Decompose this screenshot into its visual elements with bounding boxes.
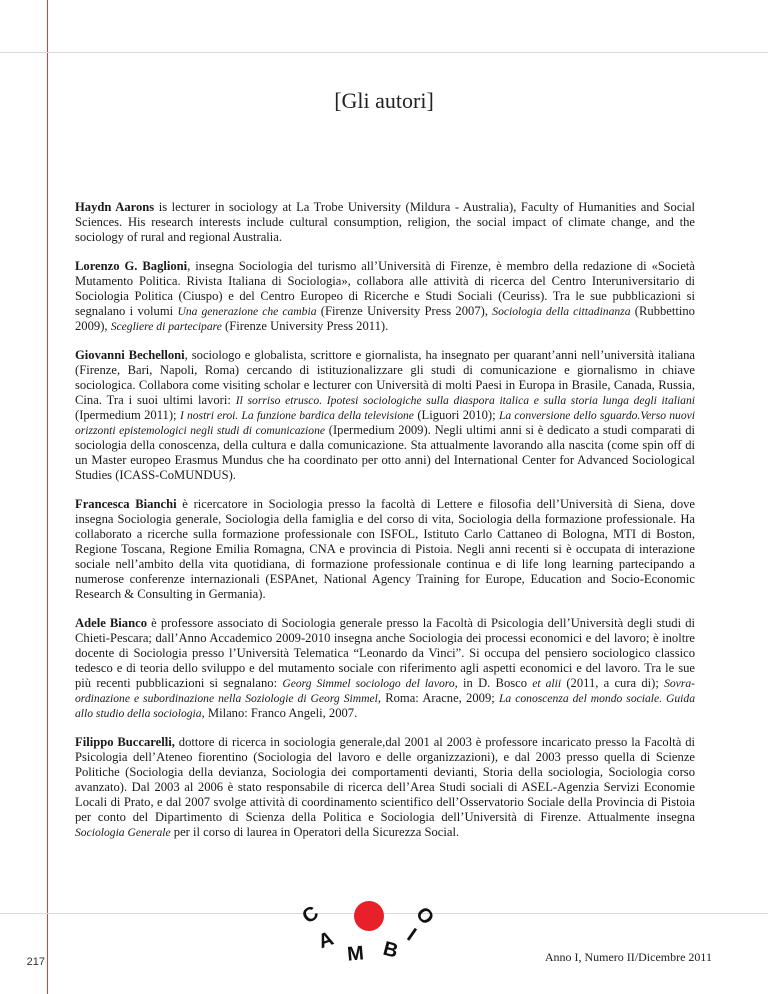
red-dot-icon [354,901,384,931]
bio-text: , insegna Sociologia del turismo all’Università di Firenze, è membro della redazione di «Società Mutamento Politica. Rivista Italiana di Sociologia», collabora alle attività di ricerca del Centro Interuniversitario di Sociologia Politica (Ciuspo) e del Centro Europeo di Ricerche e Studi Sociali (Ceuriss). Tra le sue pubblicazioni si segnalano i volumi [75,259,695,318]
author-bio [75,735,695,840]
publication-title: Scegliere di partecipare [110,320,222,333]
bio-text: , sociologo e globalista, scrittore e giornalista, ha insegnato per quarant’anni nell’università italiana (Firenze, Bari, Napoli, Roma) cercando di istituzionalizzare gli studi di comunicazione e giornalismo in chiave sociologica. Collabora come visiting scholar e lecturer con Università di molti Paesi in Europa in Brasile, Canada, Russia, Cina. Tra i suoi ultimi lavori: [75,348,695,407]
bio-text: , in D. Bosco [454,676,533,690]
header-rule [0,52,768,53]
author-name: Haydn Aarons [75,200,155,214]
publication-title: Una generazione che cambia [177,305,317,318]
publication-title: Georg Simmel sociologo del lavoro [282,677,455,690]
bio-text: (2011, a cura di); [561,676,665,690]
author-bio [75,616,695,721]
publication-title: Il sorriso etrusco. Ipotesi sociologiche sulla diaspora italica e sulla storia lunga degli italiani [235,394,695,407]
author-name: Lorenzo G. Baglioni [75,259,188,273]
bio-text: dottore di ricerca in sociologia generale,dal 2001 al 2003 è professore incaricato presso la Facoltà di Psicologia dell’Ateneo fiorentino (Sociologia del lavoro e delle organizzazioni), e dal 2003 presso quella di Scienze Politiche (Sociologia della devianza, Sociologia dei comportamenti devianti, Storia della sociologia, Sociologia corso avanzato). Dal 2003 al 2006 è stato responsabile di ricerca dell’Area Studi sociali di ASEL-Agenzia Servizi Economie Locali di Prato, e dal 2007 svolge attività di coordinamento scientifico dell’Osservatorio Sociale della Provincia di Pistoia per conto del Dipartimento di Scienza della Politica e Sociologia dell’Università di Firenze. Attualmente insegna [75,735,695,824]
publication-title: La conoscenza del mondo sociale. Guida allo studio della sociologia [75,692,695,720]
author-name: Francesca Bianchi [75,497,177,511]
margin-rule-vertical [47,0,48,994]
bio-text: (Rubbettino 2009), [75,304,695,333]
bio-text: (Ipermedium 2009). Negli ultimi anni si è dedicato a studi comparati di sociologia della conoscenza, della cultura e dalla comunicazione. Sta attualmente lavorando alla nascita (come spin off di un Master europeo Erasmus Mundus che ha coordinato per otto anni) del International Center for Advanced Sociological Studies (ICASS-CoMUNDUS). [75,423,695,482]
author-bio [75,200,695,245]
cambio-logo [292,890,452,970]
bio-text: è ricercatore in Sociologia presso la facoltà di Lettere e filosofia dell’Università di Siena, dove insegna Sociologia generale, Sociologia della famiglia e del corso di vita, Sociologia della formazione professionale. Ha collaborato a ricerche sulla formazione professionale con ISFOL, Istituto Carlo Cattaneo di Bologna, MTI di Boston, Regione Toscana, Regione Emilia Romagna, CNA e provincia di Pistoia. Negli anni recenti si è occupata di interazione sociale nell’ambito della vita quotidiana, di formazione professionale continua e di life long learning partecipando a numerose conferenze internazionali (ESPAnet, National Agency Training for Europe, Education and Socio-Economic Research & Consulting in Germania). [75,497,696,601]
bio-text: , Milano: Franco Angeli, 2007. [201,706,358,720]
publication-title: Sociologia Generale [75,826,171,839]
author-bios [75,200,695,854]
page-title: [Gli autori] [334,88,434,113]
logo-letter: M [346,942,365,966]
logo-letter: B [380,937,401,963]
issue-info: Anno I, Numero II/Dicembre 2011 [544,950,712,964]
bio-text: , Roma: Aracne, 2009; [377,691,499,705]
bio-text: è professore associato di Sociologia generale presso la Facoltà di Psicologia dell’Università degli studi di Chieti-Pescara; dall’Anno Accademico 2009-2010 insegna anche Sociologia dei processi economici e del lavoro; è inoltre docente di Sociologia presso l’Università Telematica “Leonardo da Vinci”. Si occupa del pensiero sociologico classico tedesco e di teoria dello sviluppo e del mutamento sociale con riferimento agli aspetti economici e del lavoro. Tra le sue più recenti pubblicazioni si segnalano: [75,616,696,690]
page-number: 217 [26,956,45,968]
bio-text: per il corso di laurea in Operatori della Sicurezza Social. [170,825,460,839]
publication-title: Sociologia della cittadinanza [492,305,631,318]
author-name: Adele Bianco [75,616,147,630]
logo-letter: C [298,901,323,929]
author-bio [75,497,695,602]
author-name: Giovanni Bechelloni [75,348,185,362]
bio-text: is lecturer in sociology at La Trobe University (Mildura - Australia), Faculty of Humanities and Social Sciences. His research interests include cultural consumption, religion, the social impact of climate change, and the sociology of rural and regional Australia. [75,200,695,244]
publication-title: et alii [532,677,562,690]
author-bio [75,348,695,483]
bio-text: (Ipermedium 2011); [75,408,180,422]
logo-letter: I [402,924,421,946]
logo-letter: O [411,903,439,930]
publication-title: Sovra-ordinazione e subordinazione nella Soziologie di Georg Simmel [75,677,695,705]
logo-letter: A [315,927,337,954]
bio-text: (Liguori 2010); [413,408,499,422]
bio-text: (Firenze University Press 2007), [316,304,493,318]
publication-title: I nostri eroi. La funzione bardica della televisione [179,409,414,422]
author-bio [75,259,695,334]
publication-title: La conversione dello sguardo.Verso nuovi orizzonti epistemologici negli studi di comunicazione [75,409,695,437]
bio-text: (Firenze University Press 2011). [221,319,389,333]
author-name: Filippo Buccarelli, [75,735,175,749]
